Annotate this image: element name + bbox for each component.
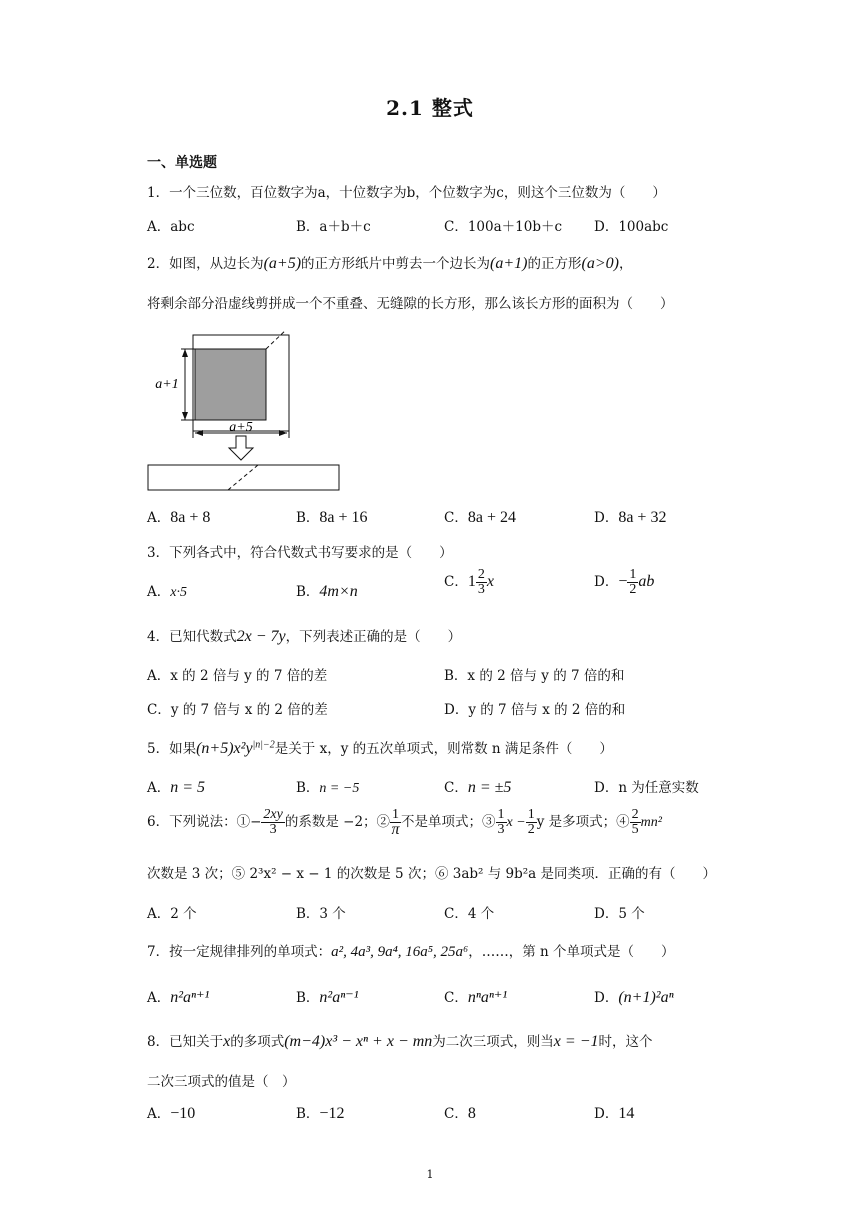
q3-option-c: C．1 $\frac{2}{3}$ x (444, 567, 494, 597)
q6-option-b: B．3 个 (296, 906, 346, 922)
q8-option-b: B．−12 (296, 1105, 345, 1122)
q4-option-a: A．x 的 2 倍与 y 的 7 倍的差 (147, 668, 328, 684)
question-8-line-1: 8．已知关于x的多项式(m−4)x³ − xⁿ + x − mn为二次三项式，则当x = −1时，这个 (147, 1033, 653, 1050)
q5-option-d: D．n 为任意实数 (594, 780, 699, 796)
page-title: 2.1 整式 (386, 96, 474, 120)
q2-option-b: B．8a + 16 (296, 509, 368, 526)
q4-option-b: B．x 的 2 倍与 y 的 7 倍的和 (444, 668, 625, 684)
q3-option-d: D．− $\frac{1}{2}$ ab (594, 567, 655, 597)
q8-option-c: C．8 (444, 1105, 476, 1122)
q6-option-a: A．2 个 (147, 906, 197, 922)
section-heading: 一、单选题 (147, 155, 217, 171)
q7-option-b: B．n²aⁿ⁻¹ (296, 989, 359, 1006)
q3-option-b: B．4m×n (296, 583, 358, 600)
q8-option-a: A．−10 (147, 1105, 196, 1122)
q1-option-c: C．100a＋10b＋c (444, 219, 563, 235)
question-2-line-2: 将剩余部分沿虚线剪拼成一个不重叠、无缝隙的长方形，那么该长方形的面积为（ ） (147, 296, 674, 312)
q6-option-d: D．5 个 (594, 906, 645, 922)
q8-option-d: D．14 (594, 1105, 635, 1122)
q2-option-a: A．8a + 8 (147, 509, 211, 526)
q1-option-d: D．100abc (594, 219, 669, 235)
question-3: 3．下列各式中，符合代数式书写要求的是（ ） (147, 545, 453, 561)
question-2-line-1: 2．如图，从边长为(a+5)的正方形纸片中剪去一个边长为(a+1)的正方形(a>0)， (147, 255, 633, 272)
page-number: 1 (426, 1168, 434, 1181)
q5-option-b: B．n = −5 (296, 780, 360, 796)
q1-option-a: A．abc (147, 219, 195, 235)
question-4: 4．已知代数式2x − 7y，下列表述正确的是（ ） (147, 628, 462, 645)
q3-option-a: A．x·5 (147, 584, 187, 600)
q4-option-c: C．y 的 7 倍与 x 的 2 倍的差 (147, 702, 328, 718)
question-8-line-2: 二次三项式的值是（ ） (147, 1074, 296, 1090)
question-7: 7．按一定规律排列的单项式：a², 4a³, 9a⁴, 16a⁵, 25a⁶，……，第 n 个单项式是（ ） (147, 944, 675, 960)
figure-label-bottom: a+5 (229, 420, 253, 435)
question-6-line-2: 次数是 3 次；⑤ 2³x² − x − 1 的次数是 5 次；⑥ 3ab² 与 9b²a 是同类项．正确的有（ ） (147, 866, 716, 882)
question-6-line-1: 6．下列说法：①− $\frac{2xy}{3}$ 的系数是 −2；② $\frac{1}{\pi}$ 不是单项式；③ $\frac{1}{3}$ x − $\frac{1}{2}$ y 是多项式；④ $\frac{2}{5}$ mn² (147, 807, 662, 838)
figure-label-side: a+1 (155, 377, 179, 392)
q7-option-a: A．n²aⁿ⁺¹ (147, 989, 210, 1006)
q7-option-c: C．nⁿaⁿ⁺¹ (444, 989, 508, 1006)
q1-option-b: B．a＋b＋c (296, 219, 371, 235)
question-5: 5．如果$(n+5)x^2y^{|n|-2}$是关于 x，y 的五次单项式，则常数 n 满足条件（ ） (147, 739, 613, 757)
q5-option-a: A．n = 5 (147, 779, 206, 796)
square-cut-figure (145, 330, 345, 495)
q7-option-d: D．(n+1)²aⁿ (594, 989, 674, 1006)
q2-option-c: C．8a + 24 (444, 509, 516, 526)
q4-option-d: D．y 的 7 倍与 x 的 2 倍的和 (444, 702, 626, 718)
q6-option-c: C．4 个 (444, 906, 495, 922)
question-1: 1．一个三位数，百位数字为a，十位数字为b，个位数字为c，则这个三位数为（ ） (147, 185, 666, 201)
q5-option-c: C．n = ±5 (444, 779, 512, 796)
q2-option-d: D．8a + 32 (594, 509, 667, 526)
